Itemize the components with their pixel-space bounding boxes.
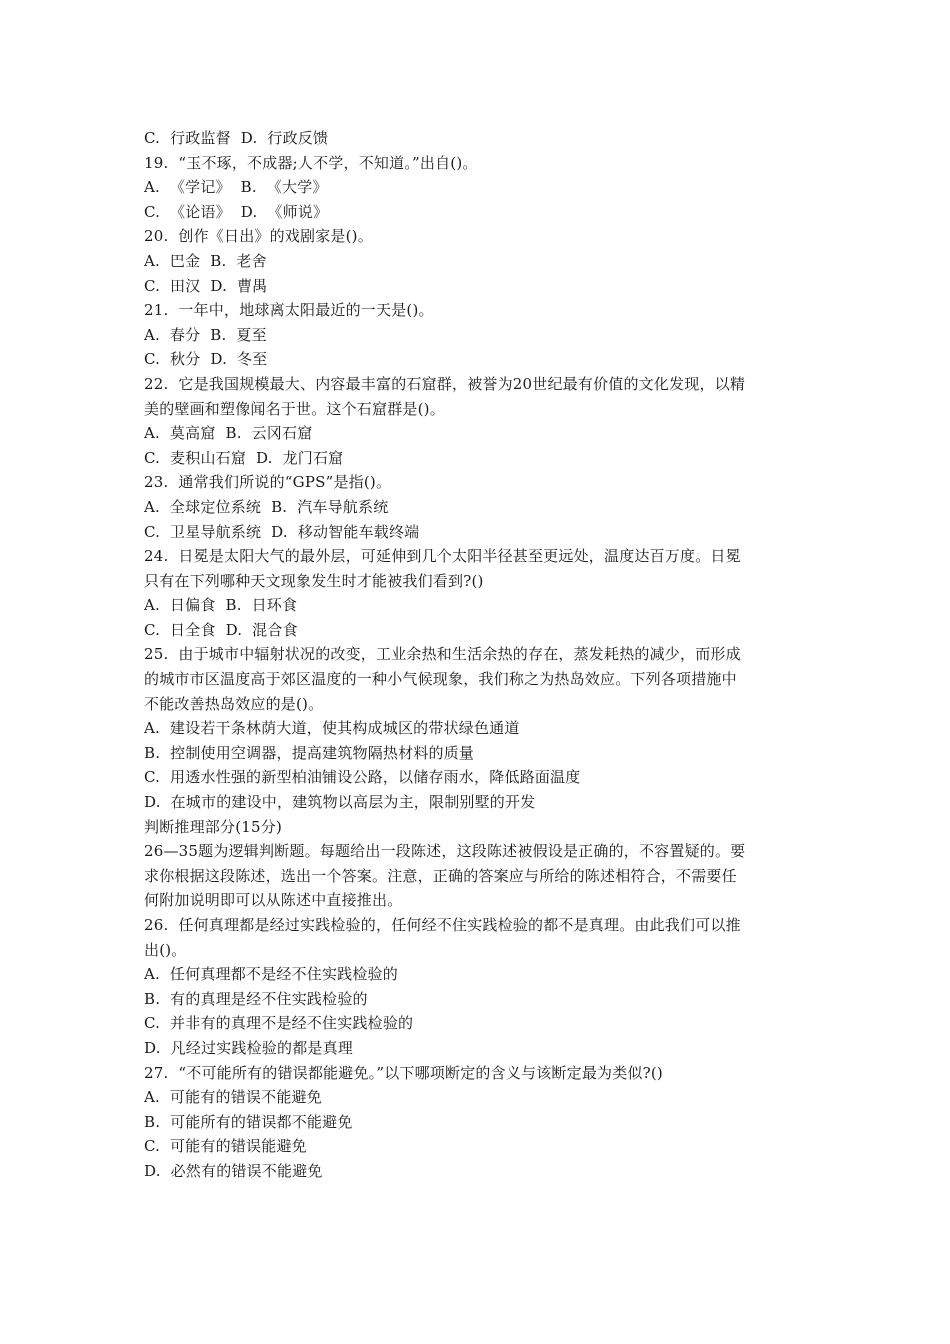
text-line: D. 凡经过实践检验的都是真理	[144, 1038, 353, 1057]
section-heading: 判断推理部分(15分)	[144, 817, 282, 836]
text-line: A. 巴金 B. 老舍	[144, 251, 267, 270]
text-line: 27. “不可能所有的错误都能避免。”以下哪项断定的含义与该断定最为类似?()	[144, 1063, 663, 1082]
text-line: C. 麦积山石窟 D. 龙门石窟	[144, 448, 344, 467]
text-line: 只有在下列哪种天文现象发生时才能被我们看到?()	[144, 571, 484, 590]
text-line: 何附加说明即可以从陈述中直接推出。	[144, 891, 403, 910]
text-line: 美的壁画和塑像闻名于世。这个石窟群是()。	[144, 399, 445, 418]
text-line: A. 日偏食 B. 日环食	[144, 596, 298, 615]
text-line: C. 秋分 D. 冬至	[144, 350, 268, 369]
text-line: C. 用透水性强的新型柏油铺设公路，以储存雨水，降低路面温度	[144, 768, 581, 787]
text-line: D. 必然有的错误不能避免	[144, 1161, 323, 1180]
text-line: C. 日全食 D. 混合食	[144, 620, 298, 639]
text-line: 21. 一年中，地球离太阳最近的一天是()。	[144, 301, 434, 320]
text-line: A. 春分 B. 夏至	[144, 325, 267, 344]
text-line: C. 行政监督 D. 行政反馈	[144, 129, 329, 147]
text-line: 22. 它是我国规模最大、内容最丰富的石窟群，被誉为20世纪最有价值的文化发现，以精	[144, 374, 746, 393]
text-line: 26. 任何真理都是经过实践检验的，任何经不住实践检验的都不是真理。由此我们可以推	[144, 916, 741, 934]
text-line: 出()。	[144, 940, 187, 959]
text-line: 的城市市区温度高于郊区温度的一种小气候现象，我们称之为热岛效应。下列各项措施中	[144, 670, 737, 689]
text-line: C. 田汉 D. 曹禺	[144, 276, 268, 295]
text-line: A. 任何真理都不是经不住实践检验的	[144, 965, 398, 984]
text-line: A. 《学记》 B. 《大学》	[144, 178, 328, 197]
text-line: A. 莫高窟 B. 云冈石窟	[144, 424, 313, 443]
text-line: A. 可能有的错误不能避免	[144, 1088, 322, 1107]
text-line: A. 全球定位系统 B. 汽车导航系统	[144, 497, 389, 516]
text-line: C. 可能有的错误能避免	[144, 1137, 307, 1156]
text-line: 19. “玉不琢，不成器;人不学，不知道。”出自()。	[144, 153, 478, 172]
text-line: 20. 创作《日出》的戏剧家是()。	[144, 227, 373, 246]
text-line: 求你根据这段陈述，选出一个答案。注意，正确的答案应与所给的陈述相符合，不需要任	[144, 866, 737, 885]
text-line: 不能改善热岛效应的是()。	[144, 694, 324, 713]
text-line: A. 建设若干条林荫大道，使其构成城区的带状绿色通道	[144, 719, 520, 738]
text-line: B. 有的真理是经不住实践检验的	[144, 989, 368, 1008]
text-line: D. 在城市的建设中，建筑物以高层为主，限制别墅的开发	[144, 793, 536, 812]
text-line: 25. 由于城市中辐射状况的改变，工业余热和生活余热的存在，蒸发耗热的减少，而形成	[144, 645, 741, 664]
text-line: C. 《论语》 D. 《师说》	[144, 202, 329, 221]
document-body	[144, 126, 806, 1184]
text-line: C. 并非有的真理不是经不住实践检验的	[144, 1014, 414, 1033]
text-line: B. 可能所有的错误都不能避免	[144, 1112, 353, 1131]
text-line: B. 控制使用空调器，提高建筑物隔热材料的质量	[144, 743, 475, 762]
text-line: 23. 通常我们所说的“GPS”是指()。	[144, 473, 392, 492]
text-line: 24. 日冕是太阳大气的最外层，可延伸到几个太阳半径甚至更远处，温度达百万度。日冕	[144, 547, 741, 566]
text-line: C. 卫星导航系统 D. 移动智能车载终端	[144, 522, 420, 541]
text-line: 26—35题为逻辑判断题。每题给出一段陈述，这段陈述被假设是正确的，不容置疑的。要	[144, 842, 746, 861]
